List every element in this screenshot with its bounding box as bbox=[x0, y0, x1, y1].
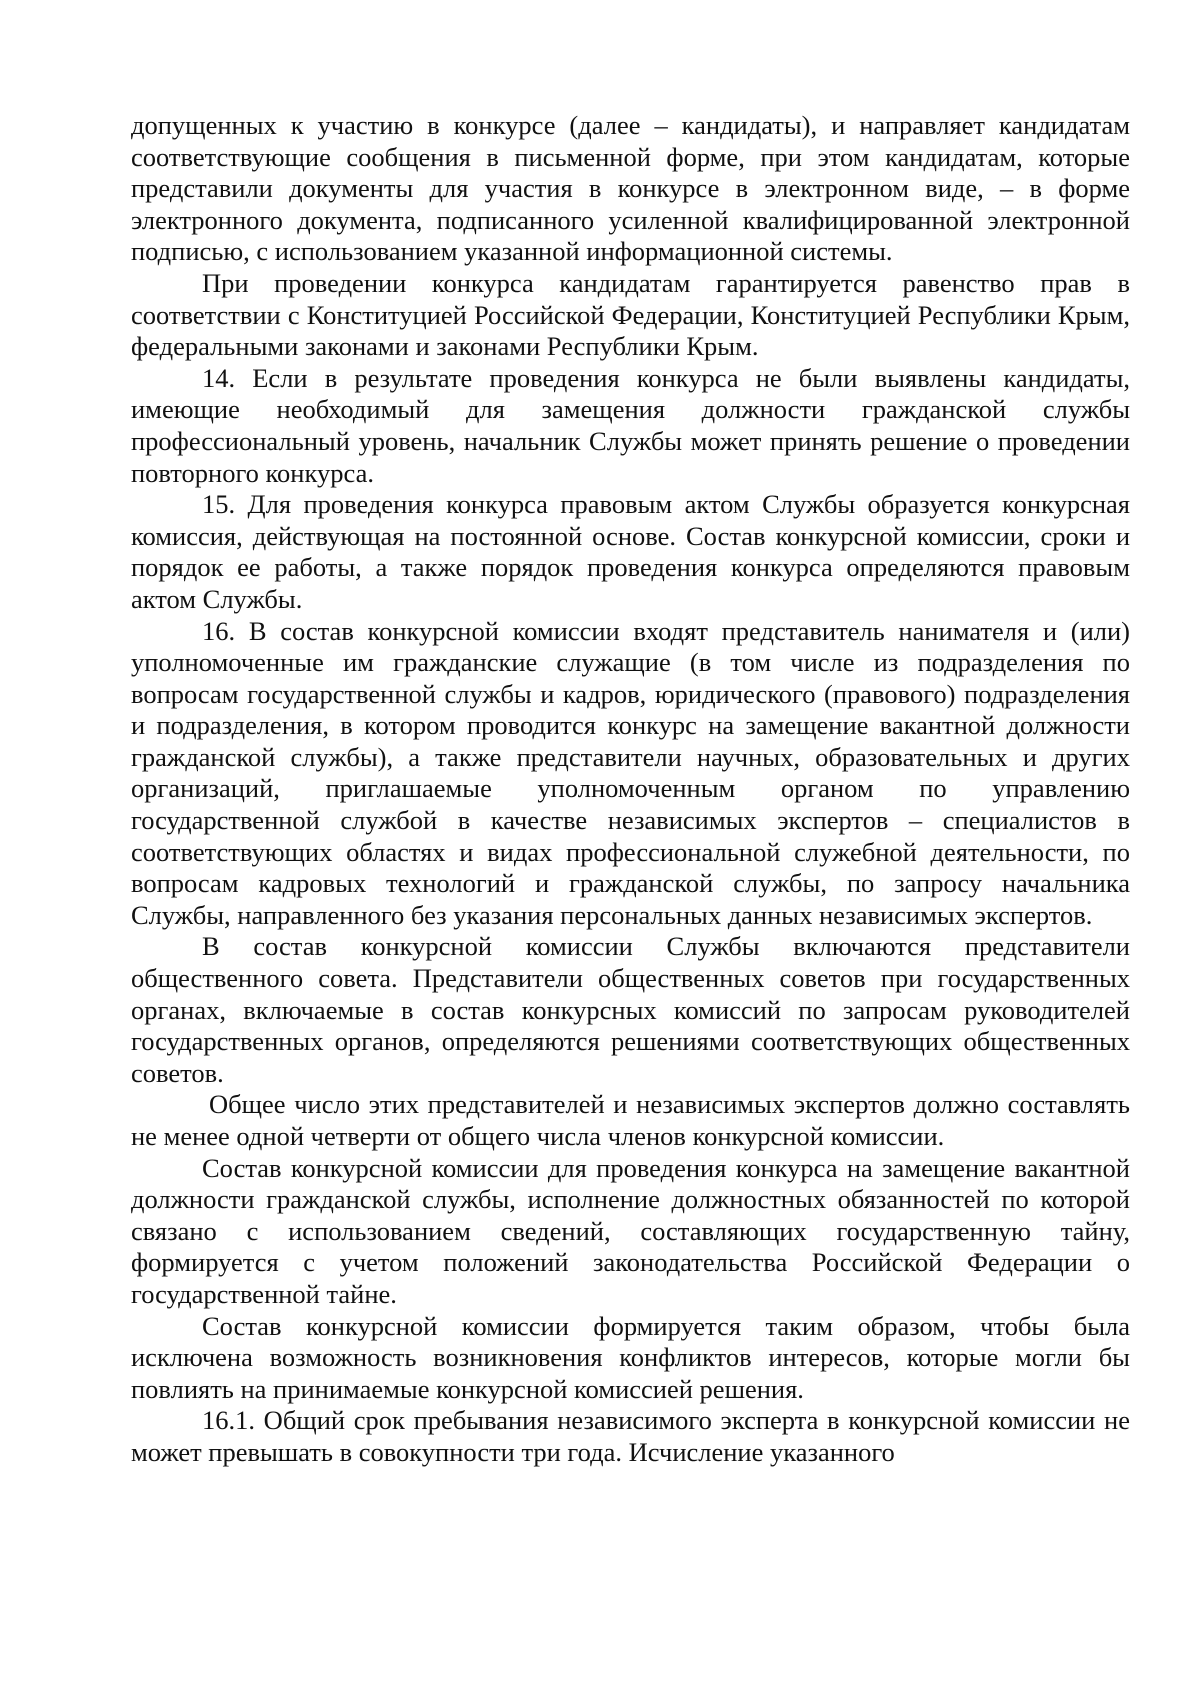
paragraph-quarter-requirement: Общее число этих представителей и независимых экспертов должно составлять не менее одной четверти от общего числа членов конкурсной комиссии. bbox=[131, 1089, 1130, 1151]
paragraph-14-repeat-contest: 14. Если в результате проведения конкурса не были выявлены кандидаты, имеющие необходимый для замещения должности гражданской службы профессиональный уровень, начальник Службы может принять решение о проведении повторного конкурса. bbox=[131, 362, 1130, 488]
paragraph-equality-of-rights: При проведении конкурса кандидатам гарантируется равенство прав в соответствии с Конституцией Российской Федерации, Конституцией Республики Крым, федеральными законами и законами Республики Крым. bbox=[131, 267, 1130, 362]
paragraph-16-commission-composition: 16. В состав конкурсной комиссии входят представитель нанимателя и (или) уполномоченные им гражданские служащие (в том числе из подразделения по вопросам государственной службы и кадров, юридического (правового) подразделения и подразделения, в котором проводится конкурс на замещение вакантной должности гражданской службы), а также представители научных, образовательных и других организаций, приглашаемые уполномоченным органом по управлению государственной службой в качестве независимых экспертов – специалистов в соответствующих областях и видах профессиональной служебной деятельности, по вопросам кадровых технологий и гражданской службы, по запросу начальника Службы, направленного без указания персональных данных независимых экспертов. bbox=[131, 615, 1130, 930]
paragraph-conflict-of-interest: Состав конкурсной комиссии формируется таким образом, чтобы была исключена возможность возникновения конфликтов интересов, которые могли бы повлиять на принимаемые конкурсной комиссией решения. bbox=[131, 1310, 1130, 1404]
document-body bbox=[131, 110, 1130, 1469]
paragraph-15-commission-formation: 15. Для проведения конкурса правовым актом Службы образуется конкурсная комиссия, действующая на постоянной основе. Состав конкурсной комиссии, сроки и порядок ее работы, а также порядок проведения конкурса определяются правовым актом Службы. bbox=[131, 489, 1130, 614]
paragraph-public-council-members: В состав конкурсной комиссии Службы включаются представители общественного совета. Представители общественных советов при государственных органах, включаемые в состав конкурсных комиссий по запросам руководителей государственных органов, определяются решениями соответствующих общественных советов. bbox=[131, 931, 1130, 1088]
paragraph-intro: допущенных к участию в конкурсе (далее – кандидаты), и направляет кандидатам соответствующие сообщения в письменной форме, при этом кандидатам, которые представили документы для участия в конкурсе в электронном виде, – в форме электронного документа, подписанного усиленной квалифицированной электронной подписью, с использованием указанной информационной системы. bbox=[131, 110, 1130, 267]
paragraph-state-secret: Состав конкурсной комиссии для проведения конкурса на замещение вакантной должности гражданской службы, исполнение должностных обязанностей по которой связано с использованием сведений, составляющих государственную тайну, формируется с учетом положений законодательства Российской Федерации о государственной тайне. bbox=[131, 1152, 1130, 1309]
paragraph-16-1-expert-term: 16.1. Общий срок пребывания независимого эксперта в конкурсной комиссии не может превышать в совокупности три года. Исчисление указанного bbox=[131, 1405, 1130, 1467]
